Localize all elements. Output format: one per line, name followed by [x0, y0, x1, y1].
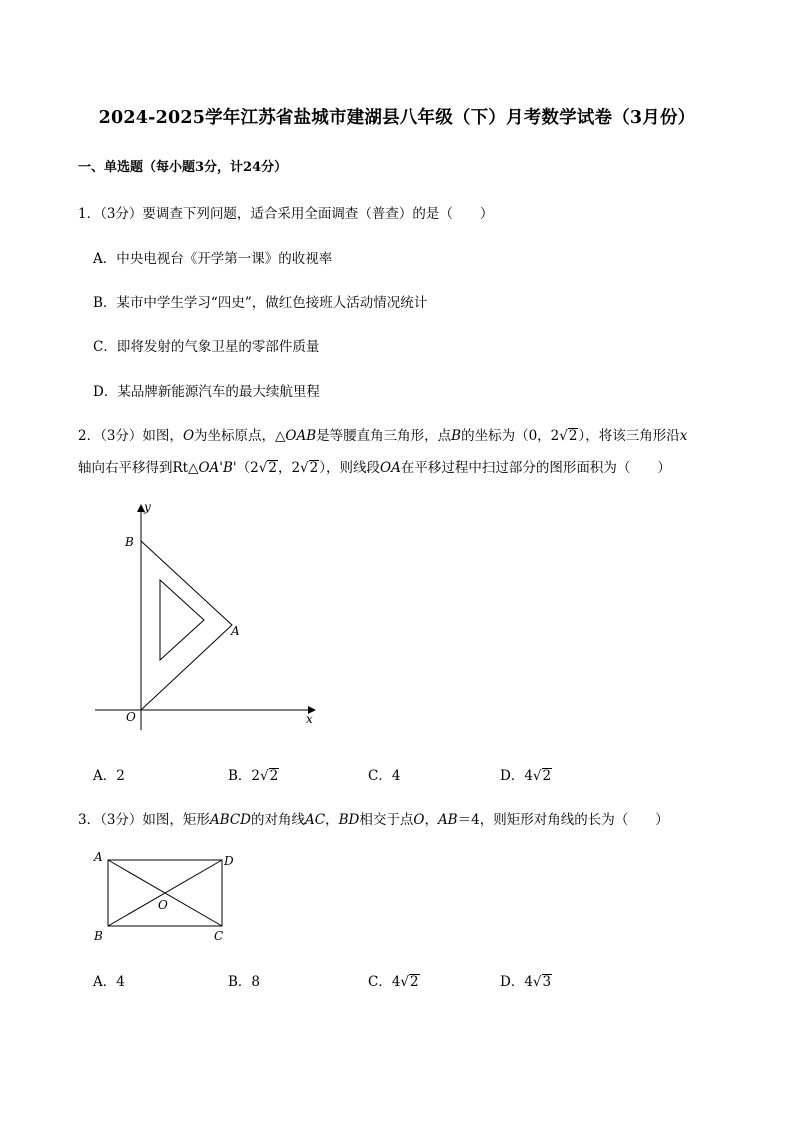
origin-label: O	[126, 710, 136, 724]
q2-text: 的坐标为（0，2	[461, 428, 560, 444]
question-2-option-b	[228, 764, 279, 784]
q2-text: ，2	[277, 460, 301, 476]
question-1-option-d: D．某品牌新能源汽车的最大续航里程	[93, 384, 320, 400]
question-2-stem-line-1	[78, 424, 687, 444]
q2-text: 为坐标原点，△	[194, 428, 286, 444]
q3-text: ，	[424, 812, 438, 828]
y-axis-label: y	[144, 500, 151, 514]
q3-var-abcd: ABCD	[209, 812, 252, 828]
point-a-label: A	[231, 624, 240, 638]
q3-text: 相交于点	[359, 812, 414, 828]
option-text: D．4	[500, 768, 533, 784]
sqrt-symbol: √2	[260, 768, 279, 784]
option-text: B．2	[228, 768, 261, 784]
question-2-figure	[80, 495, 340, 740]
sqrt-symbol: √2	[400, 974, 419, 990]
radicand: 2	[568, 428, 578, 444]
q2-var-b: B	[451, 428, 462, 444]
q2-text: （2	[236, 460, 259, 476]
question-3-option-c	[368, 970, 420, 990]
x-axis-label: x	[306, 712, 313, 726]
point-o-label: O	[158, 898, 168, 912]
triangle-oab	[141, 541, 232, 710]
point-a-label: A	[94, 850, 103, 864]
question-1-option-b: B．某市中学生学习“四史”，做红色接班人活动情况统计	[93, 295, 428, 311]
sqrt-symbol: √2	[258, 460, 277, 476]
q2-text: ），将该三角形沿	[578, 428, 680, 444]
radicand: 2	[268, 460, 277, 476]
point-b-label: B	[94, 929, 103, 943]
question-1-stem: 1．（3分）要调查下列问题，适合采用全面调查（普查）的是（ ）	[78, 206, 494, 222]
question-2-option-d	[500, 764, 552, 784]
q2-var-o: O	[182, 428, 195, 444]
q2-text: 轴向右平移得到Rt△	[78, 460, 199, 476]
q3-var-ab: AB	[437, 812, 458, 828]
question-1-option-a: A．中央电视台《开学第一课》的收视率	[93, 251, 333, 267]
option-text: C．4	[368, 974, 401, 990]
question-3-option-d	[500, 970, 552, 990]
radicand: 2	[309, 460, 319, 476]
question-3-stem	[78, 808, 669, 828]
sqrt-symbol: √2	[300, 460, 319, 476]
question-3-figure	[88, 846, 248, 946]
q2-var-oab: OAB	[285, 428, 317, 444]
q2-text: 是等腰直角三角形，点	[316, 428, 452, 444]
q2-var-x: x	[679, 428, 688, 444]
question-2-option-c: C．4	[368, 768, 401, 784]
q3-var-bd: BD	[338, 812, 360, 828]
q2-var-oa: OA	[380, 460, 401, 476]
section-heading: 一、单选题（每小题3分，计24分）	[78, 160, 288, 175]
option-text: D．4	[500, 974, 533, 990]
radicand: 2	[410, 974, 419, 990]
q3-var-ac: AC	[305, 812, 326, 828]
radicand: 3	[542, 974, 552, 990]
sqrt-symbol: √2	[559, 428, 578, 444]
point-b-label: B	[125, 535, 134, 549]
q3-text: ，	[325, 812, 339, 828]
question-3-option-a: A．4	[93, 974, 125, 990]
page-title: 2024-2025学年江苏省盐城市建湖县八年级（下）月考数学试卷（3月份）	[98, 108, 696, 128]
point-d-label: D	[224, 854, 234, 868]
q2-var-oab-prime: OA'B'	[198, 460, 237, 476]
sqrt-symbol: √2	[532, 768, 552, 784]
q3-text: ＝4，则矩形对角线的长为（ ）	[457, 812, 669, 828]
question-2-option-a: A．2	[93, 768, 125, 784]
q3-var-o: O	[413, 812, 425, 828]
inner-triangle	[160, 580, 204, 660]
question-2-stem-line-2	[78, 456, 671, 476]
q3-text: 的对角线	[251, 812, 306, 828]
q2-text: ），则线段	[319, 460, 380, 476]
q2-text: 2．（3分）如图，	[78, 428, 183, 444]
sqrt-symbol: √3	[532, 974, 552, 990]
q2-text: 在平移过程中扫过部分的图形面积为（ ）	[400, 460, 671, 476]
point-c-label: C	[214, 929, 224, 943]
radicand: 2	[269, 768, 279, 784]
question-3-option-b: B．8	[228, 974, 261, 990]
radicand: 2	[542, 768, 552, 784]
q3-text: 3．（3分）如图，矩形	[78, 812, 210, 828]
question-1-option-c: C．即将发射的气象卫星的零部件质量	[93, 339, 320, 355]
